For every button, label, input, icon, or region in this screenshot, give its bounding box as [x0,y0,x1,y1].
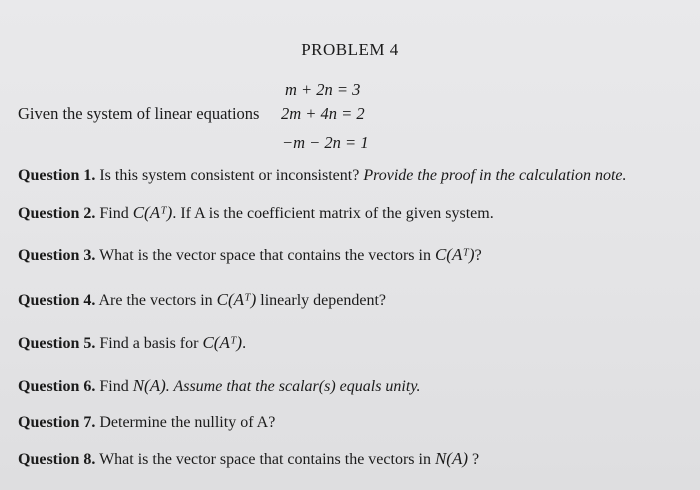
intro-text: Given the system of linear equations [18,104,260,123]
problem-title: PROBLEM 4 [301,40,399,59]
question-text: What is the vector space that contains the vectors in [99,451,431,468]
question-text: Find a basis for [99,335,199,352]
question-2 [18,203,494,223]
question-label: Question 5. [18,335,96,352]
equation-1: m + 2n = 3 [285,80,361,99]
question-text: Determine the nullity of A? [99,414,276,431]
question-label: Question 8. [18,451,96,468]
question-text: Find [99,205,129,222]
question-text: Find [99,378,129,395]
math-expression: N(A) [434,449,468,468]
equation-2: 2m + 4n = 2 [281,104,365,123]
question-text: Are the vectors in [98,292,213,309]
question-6 [18,376,421,396]
question-label: Question 1. [18,167,96,184]
question-4 [18,290,386,310]
question-text-post: . If A is the coefficient matrix of the given system. [172,205,494,222]
question-note: . Assume that the scalar(s) equals unity. [165,378,421,395]
question-text-post: ? [474,247,482,264]
question-text-post: . [242,335,247,352]
question-label: Question 2. [18,205,96,222]
question-text-post: ? [472,451,480,468]
question-5 [18,333,246,353]
question-text: Is this system consistent or inconsistent? [99,167,360,184]
math-expression: C(Aᵀ) [202,333,243,352]
question-8 [18,449,479,469]
question-7 [18,414,275,432]
math-expression: C(Aᵀ) [132,203,173,222]
question-label: Question 7. [18,414,96,431]
question-1 [18,167,627,185]
question-label: Question 4. [18,292,96,309]
question-3 [18,245,482,265]
equation-3: −m − 2n = 1 [282,133,369,152]
question-text-post: linearly dependent? [260,292,386,309]
question-label: Question 3. [18,247,96,264]
question-label: Question 6. [18,378,96,395]
math-expression: C(Aᵀ) [216,290,257,309]
question-text: What is the vector space that contains the vectors in [99,247,431,264]
math-expression: N(A) [132,376,166,395]
math-expression: C(Aᵀ) [434,245,475,264]
question-note: Provide the proof in the calculation note. [363,167,627,184]
